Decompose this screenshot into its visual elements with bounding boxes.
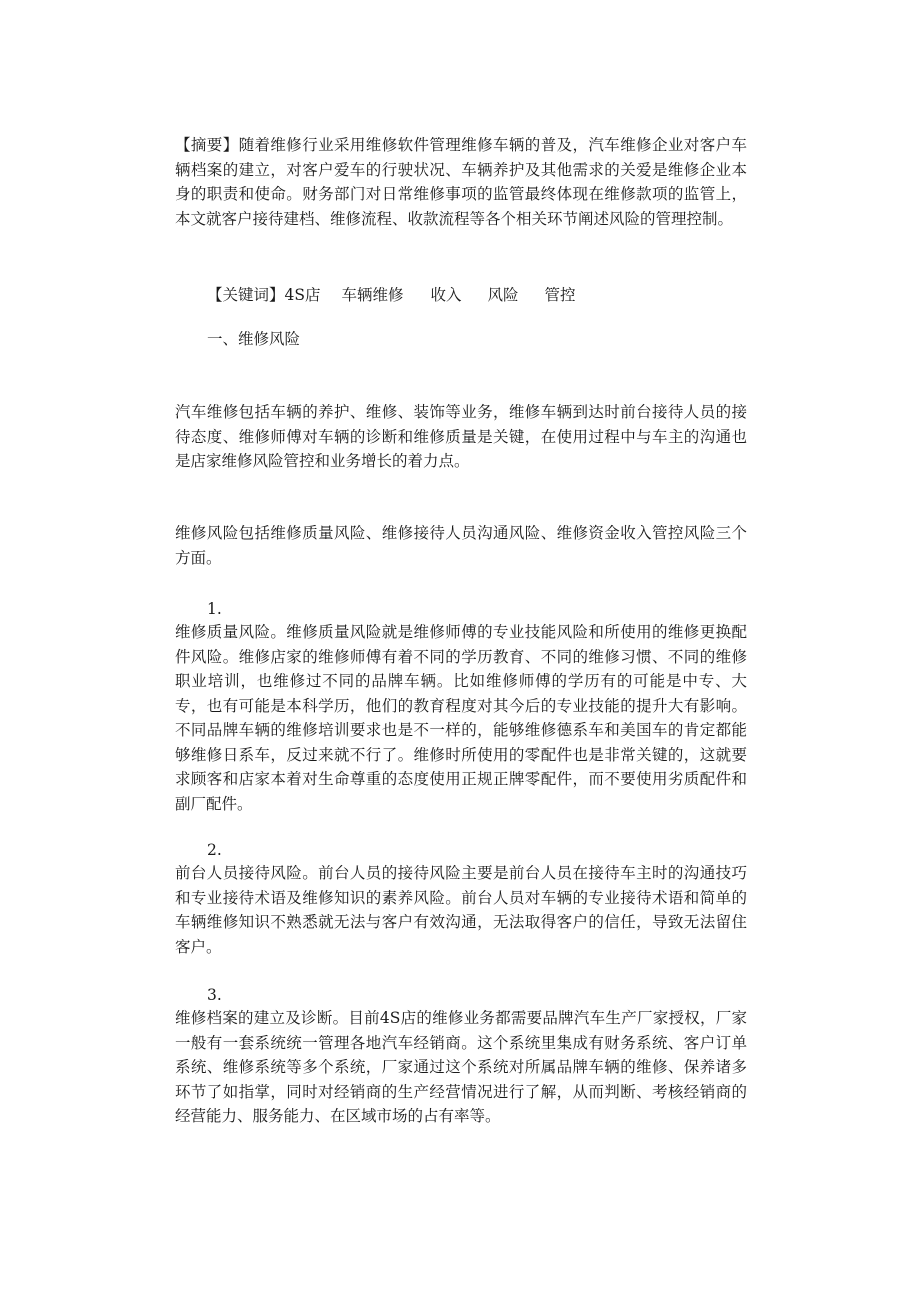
keyword-item: 车辆维修 — [341, 286, 404, 304]
intro-paragraph: 汽车维修包括车辆的养护、维修、装饰等业务，维修车辆到达时前台接待人员的接待态度、维修师傅对车辆的诊断和维修质量是关键，在使用过程中与车主的沟通也是店家维修风险管控和业务增长的着力点。 — [175, 403, 747, 470]
keyword-item: 收入 — [430, 286, 462, 304]
risks-paragraph: 维修风险包括维修质量风险、维修接待人员沟通风险、维修资金收入管控风险三个方面。 — [175, 524, 747, 567]
keyword-item: 管控 — [544, 286, 576, 304]
section-heading: 一、维修风险 — [207, 330, 301, 348]
item-paragraph: 前台人员接待风险。前台人员的接待风险主要是前台人员在接待车主时的沟通技巧和专业接待术语及维修知识的素养风险。前台人员对车辆的专业接待术语和简单的车辆维修知识不熟悉就无法与客户有效沟通，无法取得客户的信任，导致无法留住客户。 — [175, 864, 747, 956]
item-number: 3. — [207, 986, 222, 1004]
keyword-item: 风险 — [487, 286, 519, 304]
keyword-item: 4S店 — [284, 286, 321, 304]
keywords-label: 【关键词】 — [207, 286, 285, 304]
item-paragraph: 维修档案的建立及诊断。目前4S店的维修业务都需要品牌汽车生产厂家授权，厂家一般有一套系统统一管理各地汽车经销商。这个系统里集成有财务系统、客户订单系统、维修系统等多个系统，厂家通过这个系统对所属品牌车辆的维修、保养诸多环节了如指掌，同时对经销商的生产经营情况进行了解，从而判断、考核经销商的经营能力、服务能力、在区域市场的占有率等。 — [175, 1009, 747, 1125]
keywords-line — [207, 283, 576, 308]
item-paragraph: 维修质量风险。维修质量风险就是维修师傅的专业技能风险和所使用的维修更换配件风险。维修店家的维修师傅有着不同的学历教育、不同的维修习惯、不同的维修职业培训，也维修过不同的品牌车辆。比如维修师傅的学历有的可能是中专、大专，也有可能是本科学历，他们的教育程度对其今后的专业技能的提升大有影响。不同品牌车辆的维修培训要求也是不一样的，能够维修德系车和美国车的肯定都能够维修日系车，反过来就不行了。维修时所使用的零配件也是非常关键的，这就要求顾客和店家本着对生命尊重的态度使用正规正牌零配件，而不要使用劣质配件和副厂配件。 — [175, 623, 747, 813]
item-number: 1. — [207, 600, 222, 618]
item-number: 2. — [207, 841, 222, 859]
abstract-paragraph: 【摘要】随着维修行业采用维修软件管理维修车辆的普及，汽车维修企业对客户车辆档案的建立，对客户爱车的行驶状况、车辆养护及其他需求的关爱是维修企业本身的职责和使命。财务部门对日常维修事项的监管最终体现在维修款项的监管上，本文就客户接待建档、维修流程、收款流程等各个相关环节阐述风险的管理控制。 — [175, 136, 747, 228]
